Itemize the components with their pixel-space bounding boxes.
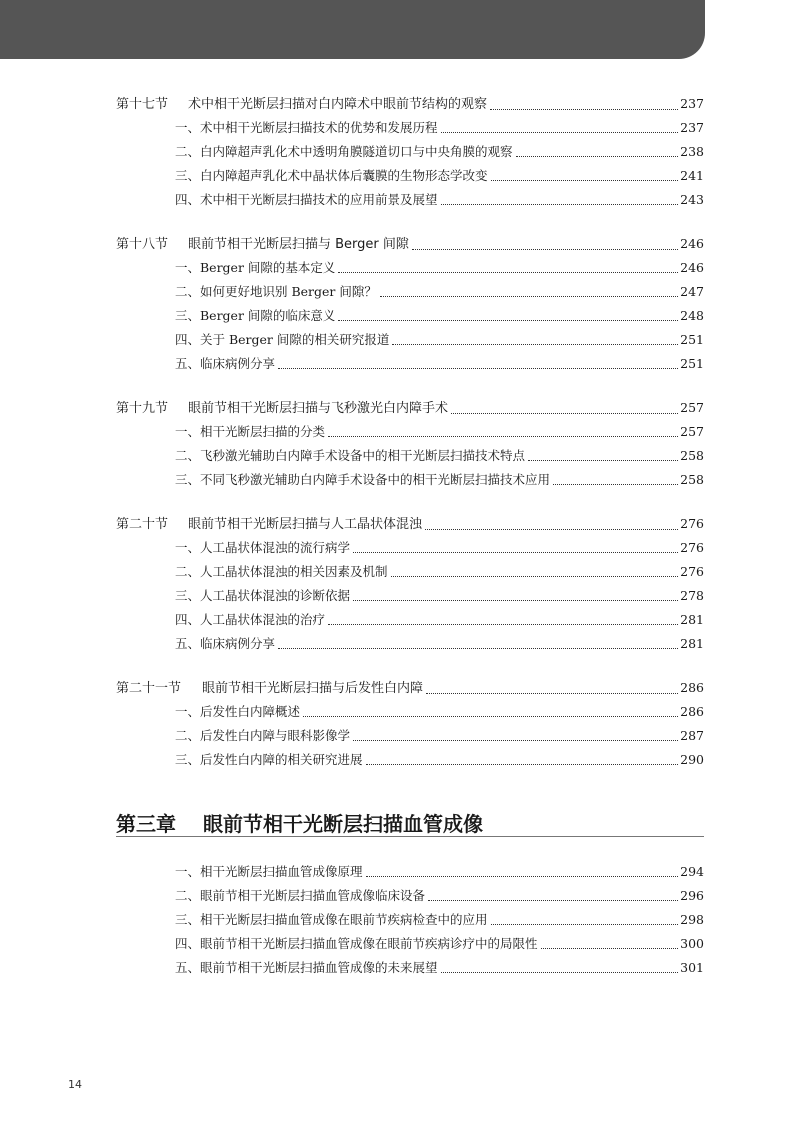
toc-item[interactable] bbox=[175, 588, 704, 604]
section-title: 术中相干光断层扫描对白内障术中眼前节结构的观察 bbox=[188, 97, 488, 112]
toc-item[interactable] bbox=[175, 752, 704, 768]
item-title: 二、如何更好地识别 Berger 间隙？ bbox=[175, 284, 377, 299]
dot-leader bbox=[353, 740, 678, 741]
toc-item[interactable] bbox=[175, 144, 704, 160]
dot-leader bbox=[491, 924, 679, 925]
page-ref: 251 bbox=[680, 356, 704, 371]
page-ref: 276 bbox=[680, 564, 704, 579]
toc-item[interactable] bbox=[175, 636, 704, 652]
chapter-heading[interactable] bbox=[116, 808, 704, 837]
page-ref: 300 bbox=[680, 936, 704, 951]
page-ref: 276 bbox=[680, 540, 704, 555]
dot-leader bbox=[303, 716, 678, 717]
item-title: 四、关于 Berger 间隙的相关研究报道 bbox=[175, 332, 390, 347]
item-title: 四、人工晶状体混浊的治疗 bbox=[175, 612, 326, 627]
page-number: 14 bbox=[68, 1078, 82, 1091]
dot-leader bbox=[366, 876, 679, 877]
dot-leader bbox=[353, 600, 678, 601]
item-title: 一、后发性白内障概述 bbox=[175, 704, 301, 719]
item-title: 四、眼前节相干光断层扫描血管成像在眼前节疾病诊疗中的局限性 bbox=[175, 936, 538, 951]
toc-section-17[interactable] bbox=[116, 96, 704, 113]
item-title: 一、相干光断层扫描血管成像原理 bbox=[175, 864, 363, 879]
section-title: 眼前节相干光断层扫描与 Berger 间隙 bbox=[188, 237, 409, 252]
item-title: 一、相干光断层扫描的分类 bbox=[175, 424, 326, 439]
toc-item[interactable] bbox=[175, 308, 704, 324]
page-ref: 281 bbox=[680, 636, 704, 651]
toc-item[interactable] bbox=[175, 332, 704, 348]
dot-leader bbox=[426, 693, 678, 694]
item-title: 一、术中相干光断层扫描技术的优势和发展历程 bbox=[175, 120, 438, 135]
page-ref: 246 bbox=[680, 236, 704, 251]
toc-item[interactable] bbox=[175, 260, 704, 276]
toc-section-21[interactable] bbox=[116, 680, 704, 697]
page-ref: 294 bbox=[680, 864, 704, 879]
item-title: 三、后发性白内障的相关研究进展 bbox=[175, 752, 363, 767]
toc-item[interactable] bbox=[175, 168, 704, 184]
toc-item[interactable] bbox=[175, 564, 704, 580]
dot-leader bbox=[338, 320, 678, 321]
dot-leader bbox=[428, 900, 678, 901]
dot-leader bbox=[412, 249, 678, 250]
toc-item[interactable] bbox=[175, 448, 704, 464]
section-number: 第二十一节 bbox=[116, 681, 182, 696]
page-ref: 301 bbox=[680, 960, 704, 975]
dot-leader bbox=[391, 576, 679, 577]
page-ref: 241 bbox=[680, 168, 704, 183]
item-title: 五、临床病例分享 bbox=[175, 636, 276, 651]
section-title: 眼前节相干光断层扫描与后发性白内障 bbox=[202, 681, 424, 696]
item-title: 一、人工晶状体混浊的流行病学 bbox=[175, 540, 351, 555]
section-number: 第十七节 bbox=[116, 97, 169, 112]
page-ref: 247 bbox=[680, 284, 704, 299]
page-ref: 296 bbox=[680, 888, 704, 903]
header-bar bbox=[0, 0, 705, 59]
section-title: 眼前节相干光断层扫描与人工晶状体混浊 bbox=[188, 517, 423, 532]
section-number: 第十九节 bbox=[116, 401, 169, 416]
page-ref: 237 bbox=[680, 96, 704, 111]
dot-leader bbox=[328, 624, 678, 625]
item-title: 三、Berger 间隙的临床意义 bbox=[175, 308, 336, 323]
section-number: 第十八节 bbox=[116, 237, 169, 252]
dot-leader bbox=[441, 972, 679, 973]
item-title: 二、后发性白内障与眼科影像学 bbox=[175, 728, 351, 743]
item-title: 三、不同飞秒激光辅助白内障手术设备中的相干光断层扫描技术应用 bbox=[175, 472, 551, 487]
dot-leader bbox=[441, 204, 679, 205]
item-title: 五、眼前节相干光断层扫描血管成像的未来展望 bbox=[175, 960, 438, 975]
item-title: 五、临床病例分享 bbox=[175, 356, 276, 371]
dot-leader bbox=[278, 368, 678, 369]
chapter-number: 第三章 bbox=[116, 812, 176, 836]
dot-leader bbox=[491, 180, 679, 181]
page-ref: 258 bbox=[680, 448, 704, 463]
dot-leader bbox=[490, 109, 678, 110]
dot-leader bbox=[541, 948, 679, 949]
toc-section-20[interactable] bbox=[116, 516, 704, 533]
page-ref: 246 bbox=[680, 260, 704, 275]
page-ref: 243 bbox=[680, 192, 704, 207]
dot-leader bbox=[353, 552, 678, 553]
toc-item[interactable] bbox=[175, 936, 704, 952]
page-ref: 286 bbox=[680, 704, 704, 719]
toc-item[interactable] bbox=[175, 864, 704, 880]
page-ref: 281 bbox=[680, 612, 704, 627]
item-title: 三、相干光断层扫描血管成像在眼前节疾病检查中的应用 bbox=[175, 912, 488, 927]
item-title: 二、人工晶状体混浊的相关因素及机制 bbox=[175, 564, 388, 579]
page-ref: 286 bbox=[680, 680, 704, 695]
dot-leader bbox=[425, 529, 678, 530]
dot-leader bbox=[278, 648, 678, 649]
page-ref: 251 bbox=[680, 332, 704, 347]
toc-item[interactable] bbox=[175, 912, 704, 928]
item-title: 二、白内障超声乳化术中透明角膜隧道切口与中央角膜的观察 bbox=[175, 144, 513, 159]
toc-item[interactable] bbox=[175, 612, 704, 628]
page-ref: 237 bbox=[680, 120, 704, 135]
dot-leader bbox=[451, 413, 678, 414]
page-ref: 298 bbox=[680, 912, 704, 927]
dot-leader bbox=[553, 484, 678, 485]
item-title: 四、术中相干光断层扫描技术的应用前景及展望 bbox=[175, 192, 438, 207]
toc-item[interactable] bbox=[175, 424, 704, 440]
toc-item[interactable] bbox=[175, 356, 704, 372]
page-ref: 287 bbox=[680, 728, 704, 743]
dot-leader bbox=[380, 296, 678, 297]
dot-leader bbox=[528, 460, 678, 461]
page-ref: 278 bbox=[680, 588, 704, 603]
dot-leader bbox=[392, 344, 678, 345]
page-ref: 257 bbox=[680, 424, 704, 439]
toc-item[interactable] bbox=[175, 960, 704, 976]
page-ref: 257 bbox=[680, 400, 704, 415]
page-ref: 290 bbox=[680, 752, 704, 767]
section-title: 眼前节相干光断层扫描与飞秒激光白内障手术 bbox=[188, 401, 449, 416]
page-ref: 258 bbox=[680, 472, 704, 487]
item-title: 二、眼前节相干光断层扫描血管成像临床设备 bbox=[175, 888, 426, 903]
page-ref: 248 bbox=[680, 308, 704, 323]
toc-item[interactable] bbox=[175, 728, 704, 744]
dot-leader bbox=[366, 764, 679, 765]
toc-item[interactable] bbox=[175, 120, 704, 136]
toc-section-18[interactable] bbox=[116, 236, 704, 253]
page-ref: 276 bbox=[680, 516, 704, 531]
dot-leader bbox=[516, 156, 679, 157]
item-title: 二、飞秒激光辅助白内障手术设备中的相干光断层扫描技术特点 bbox=[175, 448, 526, 463]
toc-item[interactable] bbox=[175, 704, 704, 720]
chapter-title: 眼前节相干光断层扫描血管成像 bbox=[202, 812, 483, 836]
item-title: 一、Berger 间隙的基本定义 bbox=[175, 260, 336, 275]
toc-section-19[interactable] bbox=[116, 400, 704, 417]
item-title: 三、人工晶状体混浊的诊断依据 bbox=[175, 588, 351, 603]
item-title: 三、白内障超声乳化术中晶状体后囊膜的生物形态学改变 bbox=[175, 168, 488, 183]
toc-item[interactable] bbox=[175, 888, 704, 904]
dot-leader bbox=[328, 436, 678, 437]
section-number: 第二十节 bbox=[116, 517, 169, 532]
toc-item[interactable] bbox=[175, 540, 704, 556]
dot-leader bbox=[338, 272, 678, 273]
toc-item[interactable] bbox=[175, 284, 704, 300]
page-ref: 238 bbox=[680, 144, 704, 159]
toc-item[interactable] bbox=[175, 472, 704, 488]
toc-item[interactable] bbox=[175, 192, 704, 208]
dot-leader bbox=[441, 132, 679, 133]
